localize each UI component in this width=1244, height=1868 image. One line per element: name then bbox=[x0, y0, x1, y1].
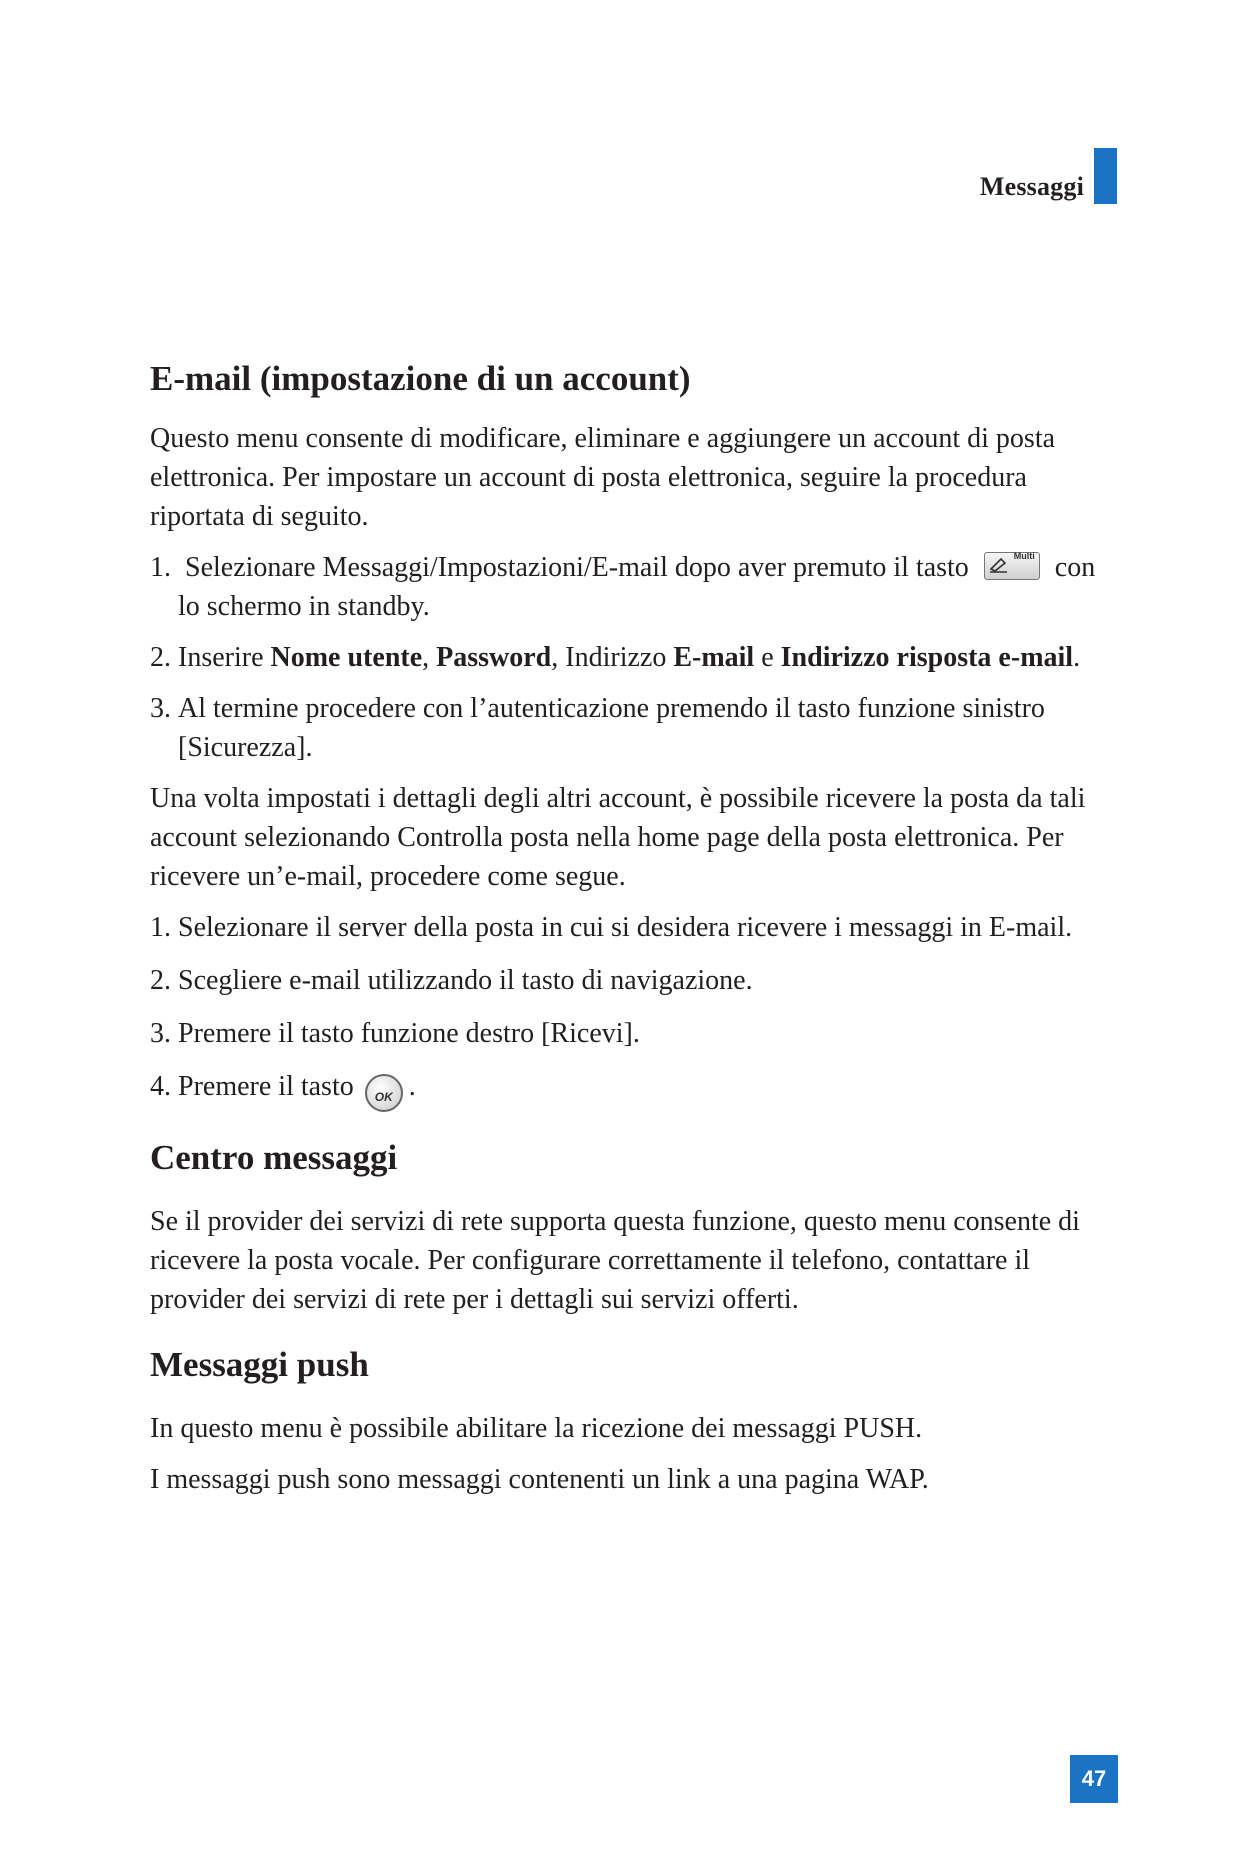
multi-key-icon bbox=[984, 552, 1040, 580]
step-text: , Indirizzo bbox=[551, 642, 674, 673]
step-number: 1. bbox=[150, 912, 171, 943]
step-text: Al termine procedere con l’autenticazione premendo il tasto funzione sinistro [Sicurezza]. bbox=[178, 693, 1045, 763]
term-indirizzo-risposta: Indirizzo risposta e-mail bbox=[780, 642, 1074, 673]
step-text: Selezionare Messaggi/Impostazioni/E-mail dopo aver premuto il tasto bbox=[185, 552, 969, 583]
running-header: Messaggi bbox=[979, 172, 1084, 201]
step-text: Selezionare il server della posta in cui si desidera ricevere i messaggi in E-mail. bbox=[178, 912, 1073, 943]
list-item bbox=[150, 1067, 1110, 1112]
page-content bbox=[150, 355, 1110, 1511]
step-text: , bbox=[422, 642, 437, 673]
messaggi-push-line1: In questo menu è possibile abilitare la ricezione dei messaggi PUSH. bbox=[150, 1413, 923, 1444]
step-number: 1. bbox=[150, 552, 171, 583]
step-number: 3. bbox=[150, 1018, 171, 1049]
term-nome-utente: Nome utente bbox=[270, 642, 423, 673]
step-text: e bbox=[754, 642, 781, 673]
step-text: Inserire bbox=[178, 642, 271, 673]
list-item bbox=[150, 638, 1110, 677]
step-number: 2. bbox=[150, 642, 171, 673]
header-accent-bar bbox=[1094, 148, 1117, 204]
section-title-centro-messaggi: Centro messaggi bbox=[150, 1138, 398, 1177]
step-text: . bbox=[1073, 642, 1081, 673]
email-receive-intro: Una volta impostati i dettagli degli altri account, è possibile ricevere la posta da tali account selezionando Controlla posta nella home page della posta elettronica. Per ricevere un’e-mail, procedere come segue. bbox=[150, 783, 1086, 892]
section-title-email: E-mail (impostazione di un account) bbox=[150, 359, 691, 398]
list-item bbox=[150, 548, 1110, 626]
list-item bbox=[150, 1014, 1110, 1053]
term-email: E-mail bbox=[673, 642, 755, 673]
email-intro: Questo menu consente di modificare, eliminare e aggiungere un account di posta elettronica. Per impostare un account di posta elettronica, seguire la procedura riportata di seguito. bbox=[150, 423, 1056, 532]
step-text: con lo schermo in standby. bbox=[178, 552, 1096, 622]
step-text: . bbox=[408, 1071, 416, 1102]
messaggi-push-line2: I messaggi push sono messaggi contenenti un link a una pagina WAP. bbox=[150, 1464, 929, 1495]
ok-key-icon bbox=[365, 1074, 403, 1112]
multi-key-label: Multi bbox=[1013, 551, 1035, 561]
list-item bbox=[150, 689, 1110, 767]
ok-key-label: OK bbox=[374, 1090, 393, 1104]
step-number: 3. bbox=[150, 693, 171, 724]
list-item bbox=[150, 908, 1110, 947]
step-number: 2. bbox=[150, 965, 171, 996]
email-receive-steps bbox=[150, 908, 1110, 1112]
step-text: Premere il tasto bbox=[178, 1071, 354, 1102]
list-item bbox=[150, 961, 1110, 1000]
step-number: 4. bbox=[150, 1071, 171, 1102]
term-password: Password bbox=[436, 642, 552, 673]
step-text: Scegliere e-mail utilizzando il tasto di navigazione. bbox=[178, 965, 753, 996]
email-setup-steps bbox=[150, 548, 1110, 767]
page-number: 47 bbox=[1070, 1755, 1118, 1803]
step-text: Premere il tasto funzione destro [Ricevi]. bbox=[178, 1018, 640, 1049]
section-title-messaggi-push: Messaggi push bbox=[150, 1345, 369, 1384]
centro-messaggi-body: Se il provider dei servizi di rete supporta questa funzione, questo menu consente di ricevere la posta vocale. Per configurare correttamente il telefono, contattare il provider dei servizi di rete per i dettagli sui servizi offerti. bbox=[150, 1206, 1080, 1315]
